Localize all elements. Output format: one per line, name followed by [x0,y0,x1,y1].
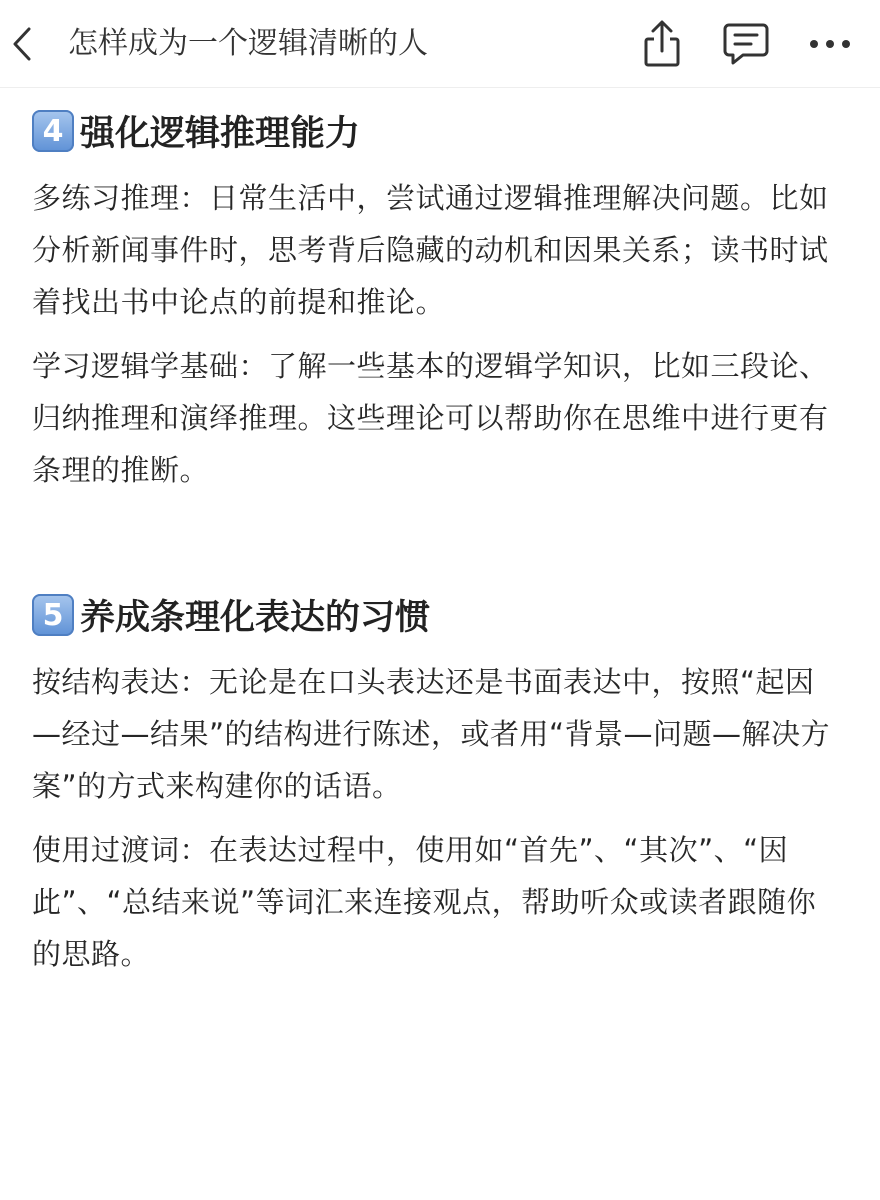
paragraph: 学习逻辑学基础：了解一些基本的逻辑学知识，比如三段论、归纳推理和演绎推理。这些理论可以帮助你在思维中进行更有条理的推断。 [32,349,829,487]
more-horizontal-icon [808,38,852,50]
paragraph: 多练习推理：日常生活中，尝试通过逻辑推理解决问题。比如分析新闻事件时，思考背后隐藏的动机和因果关系；读书时试着找出书中论点的前提和推论。 [32,181,829,319]
keycap-number-icon: 4 [32,110,74,152]
section-heading [32,104,832,158]
comment-button[interactable] [718,16,774,72]
section-5 [32,588,832,980]
chevron-left-icon [11,26,33,62]
article-body [32,104,832,992]
keycap-number-icon: 5 [32,594,74,636]
paragraph: 使用过渡词：在表达过程中，使用如“首先”、“其次”、“因此”、“总结来说”等词汇来连接观点，帮助听众或读者跟随你的思路。 [32,833,817,971]
comment-icon [721,21,771,67]
top-nav-bar [0,0,880,88]
paragraph: 按结构表达：无论是在口头表达还是书面表达中，按照“起因—经过—结果”的结构进行陈述，或者用“背景—问题—解决方案”的方式来构建你的话语。 [32,665,831,803]
section-heading [32,588,832,642]
section-4 [32,104,832,496]
back-button[interactable] [0,14,44,74]
more-button[interactable] [802,16,858,72]
page-title: 怎样成为一个逻辑清晰的人 [68,26,428,61]
share-icon [640,19,684,69]
section-title: 养成条理化表达的习惯 [80,598,431,638]
section-title: 强化逻辑推理能力 [80,114,361,154]
share-button[interactable] [634,16,690,72]
